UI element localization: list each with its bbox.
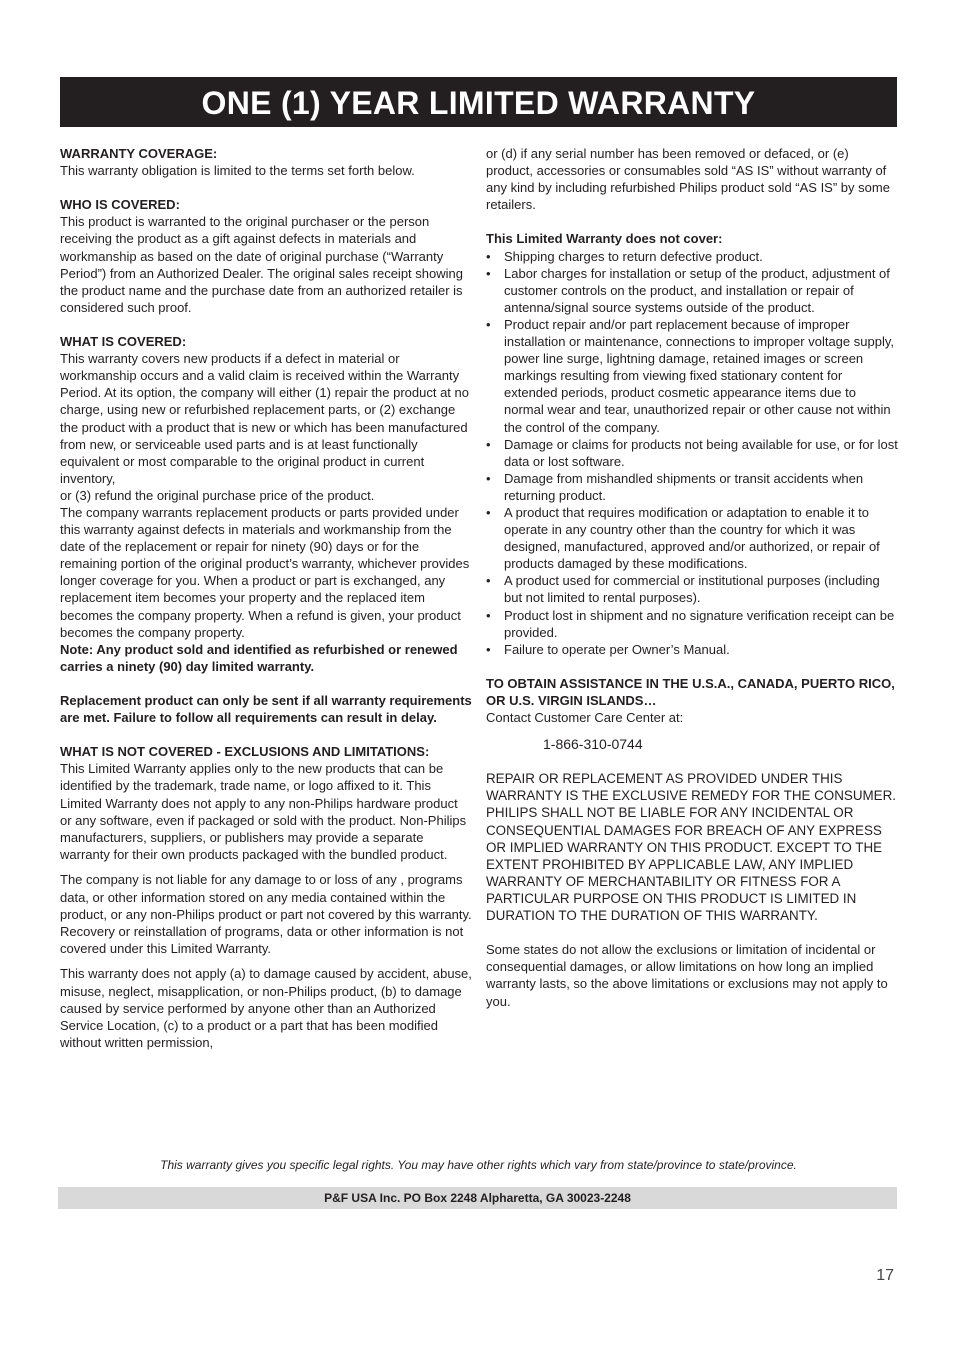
what-heading: WHAT IS COVERED: (60, 334, 187, 350)
what-text-refund: or (3) refund the original purchase price of the product. (60, 487, 375, 503)
bullet-icon: • (486, 607, 491, 623)
list-item: • Product repair and/or part replacement because of improper installation or maintenance, connections to improper voltage supply, power line surge, lightning damage, retained images or screen markings resulting from viewing fixed stationary content for extended periods, product cosmetic appearance items due to normal wear and tear, unauthorized repair or other cause not within the control of the company. (486, 316, 894, 435)
not-covered-heading: WHAT IS NOT COVERED - EXCLUSIONS AND LIMITATIONS: (60, 744, 430, 760)
remedy-text: REPAIR OR REPLACEMENT AS PROVIDED UNDER THIS WARRANTY IS THE EXCLUSIVE REMEDY FOR THE CONSUMER. PHILIPS SHALL NOT BE LIABLE FOR ANY INCIDENTAL OR CONSEQUENTIAL DAMAGES FOR BREACH OF ANY EXPRESS OR IMPLIED WARRANTY ON THIS PRODUCT. EXCEPT TO THE EXTENT PROHIBITED BY APPLICABLE LAW, ANY IMPLIED WARRANTY OF MERCHANTABILITY OR FITNESS FOR A PARTICULAR PURPOSE ON THIS PRODUCT IS LIMITED IN DURATION TO THE DURATION OF THIS WARRANTY. (486, 771, 896, 924)
bullet-icon: • (486, 573, 491, 589)
bullet-icon: • (486, 265, 491, 281)
right-column (486, 145, 898, 1010)
bullet-icon: • (486, 470, 491, 486)
page-title: ONE (1) YEAR LIMITED WARRANTY (60, 77, 897, 127)
assistance-heading: TO OBTAIN ASSISTANCE IN THE U.S.A., CANADA, PUERTO RICO, OR U.S. VIRGIN ISLANDS… (486, 675, 895, 708)
who-text: This product is warranted to the original purchaser or the person receiving the product as a gift against defects in materials and workmanship as based on the date of original purchase (“Warranty Period”) from an Authorized Dealer. The original sales receipt showing the product name and the purchase date from an authorized retailer is considered such proof. (60, 214, 463, 315)
list-item: • Damage from mishandled shipments or transit accidents when returning product. (486, 470, 864, 503)
who-heading: WHO IS COVERED: (60, 197, 180, 213)
list-item: • Damage or claims for products not being available for use, or for lost data or lost software. (486, 436, 898, 469)
list-item: • Product lost in shipment and no signature verification receipt can be provided. (486, 607, 895, 640)
company-address: P&F USA Inc. PO Box 2248 Alpharetta, GA 30023-2248 (58, 1187, 897, 1209)
continued-text: or (d) if any serial number has been removed or defaced, or (e) product, accessories or consumables sold “AS IS” without warranty of any kind by including refurbished Philips product sold “AS IS” by some retailers. (486, 146, 890, 213)
not-apply-text: This warranty does not apply (a) to damage caused by accident, abuse, misuse, neglect, misapplication, or non-Philips product, (b) to damage caused by service performed by anyone other than an Authorized Service Location, (c) to a product or a part that has been modified without written permission, (60, 966, 472, 1050)
not-cover-heading: This Limited Warranty does not cover: (486, 231, 723, 247)
left-column (60, 145, 472, 1051)
phone-number[interactable]: 1-866-310-0744 (543, 736, 643, 753)
bullet-icon: • (486, 248, 491, 264)
bullet-icon: • (486, 436, 491, 452)
bullet-icon: • (486, 641, 491, 657)
bullet-icon: • (486, 504, 491, 520)
states-text: Some states do not allow the exclusions or limitation of incidental or consequential damages, or allow limitations on how long an implied warranty lasts, so the above limitations or exclusions may not apply to you. (486, 942, 888, 1009)
page-number: 17 (876, 1267, 894, 1284)
what-text-replacement: The company warrants replacement products or parts provided under this warranty against defects in materials and workmanship from the date of the replacement or repair for ninety (90) days or for the remaining portion of the original product’s warranty, whichever provides longer coverage for you. When a product or part is exchanged, any replacement item becomes your property and the replaced item becomes the company property. When a refund is given, your product becomes the company property. (60, 504, 470, 640)
what-text: This warranty covers new products if a defect in material or workmanship occurs and a valid claim is received within the Warranty Period. At its option, the company will either (1) repair the product at no charge, using new or refurbished replacement parts, or (2) exchange the product with a product that is new or which has been manufactured from new, or serviceable used parts and is at least functionally equivalent or most comparable to the original product in current inventory, (60, 351, 469, 486)
exclusions-list (486, 248, 898, 658)
list-item: • Labor charges for installation or setup of the product, adjustment of customer controls on the product, and installation or repair of antenna/signal source systems outside of the product. (486, 265, 890, 315)
list-item: • A product used for commercial or institutional purposes (including but not limited to rental purposes). (486, 573, 880, 606)
bullet-icon: • (486, 316, 491, 332)
refurbished-note: Note: Any product sold and identified as refurbished or renewed carries a ninety (90) day limited warranty. (60, 641, 458, 674)
list-item: • A product that requires modification or adaptation to enable it to operate in any country other than the country for which it was designed, manufactured, approved and/or authorized, or repair of products damaged by these modifications. (486, 504, 880, 572)
not-covered-text: This Limited Warranty applies only to the new products that can be identified by the trademark, trade name, or logo affixed to it. This Limited Warranty does not apply to any non-Philips hardware product or any software, even if packaged or sold with the product. Non-Philips manufacturers, suppliers, or publishers may provide a separate warranty for their own products packaged with the bundled product. (60, 761, 467, 862)
list-item: • Shipping charges to return defective product. (486, 248, 763, 264)
coverage-heading: WARRANTY COVERAGE: (60, 146, 218, 161)
liability-text: The company is not liable for any damage to or loss of any , programs data, or other information stored on any media contained within the product, or any non-Philips product or part not covered by this warranty. Recovery or reinstallation of programs, data or other information is not covered under this Limited Warranty. (60, 872, 472, 956)
replacement-note: Replacement product can only be sent if all warranty requirements are met. Failure to follow all requirements can result in delay. (60, 693, 472, 726)
contact-text: Contact Customer Care Center at: (486, 710, 684, 726)
legal-rights-footnote: This warranty gives you specific legal rights. You may have other rights which vary from state/province to state/province. (160, 1158, 797, 1172)
list-item: • Failure to operate per Owner’s Manual. (486, 641, 730, 657)
coverage-text: This warranty obligation is limited to the terms set forth below. (60, 163, 415, 179)
